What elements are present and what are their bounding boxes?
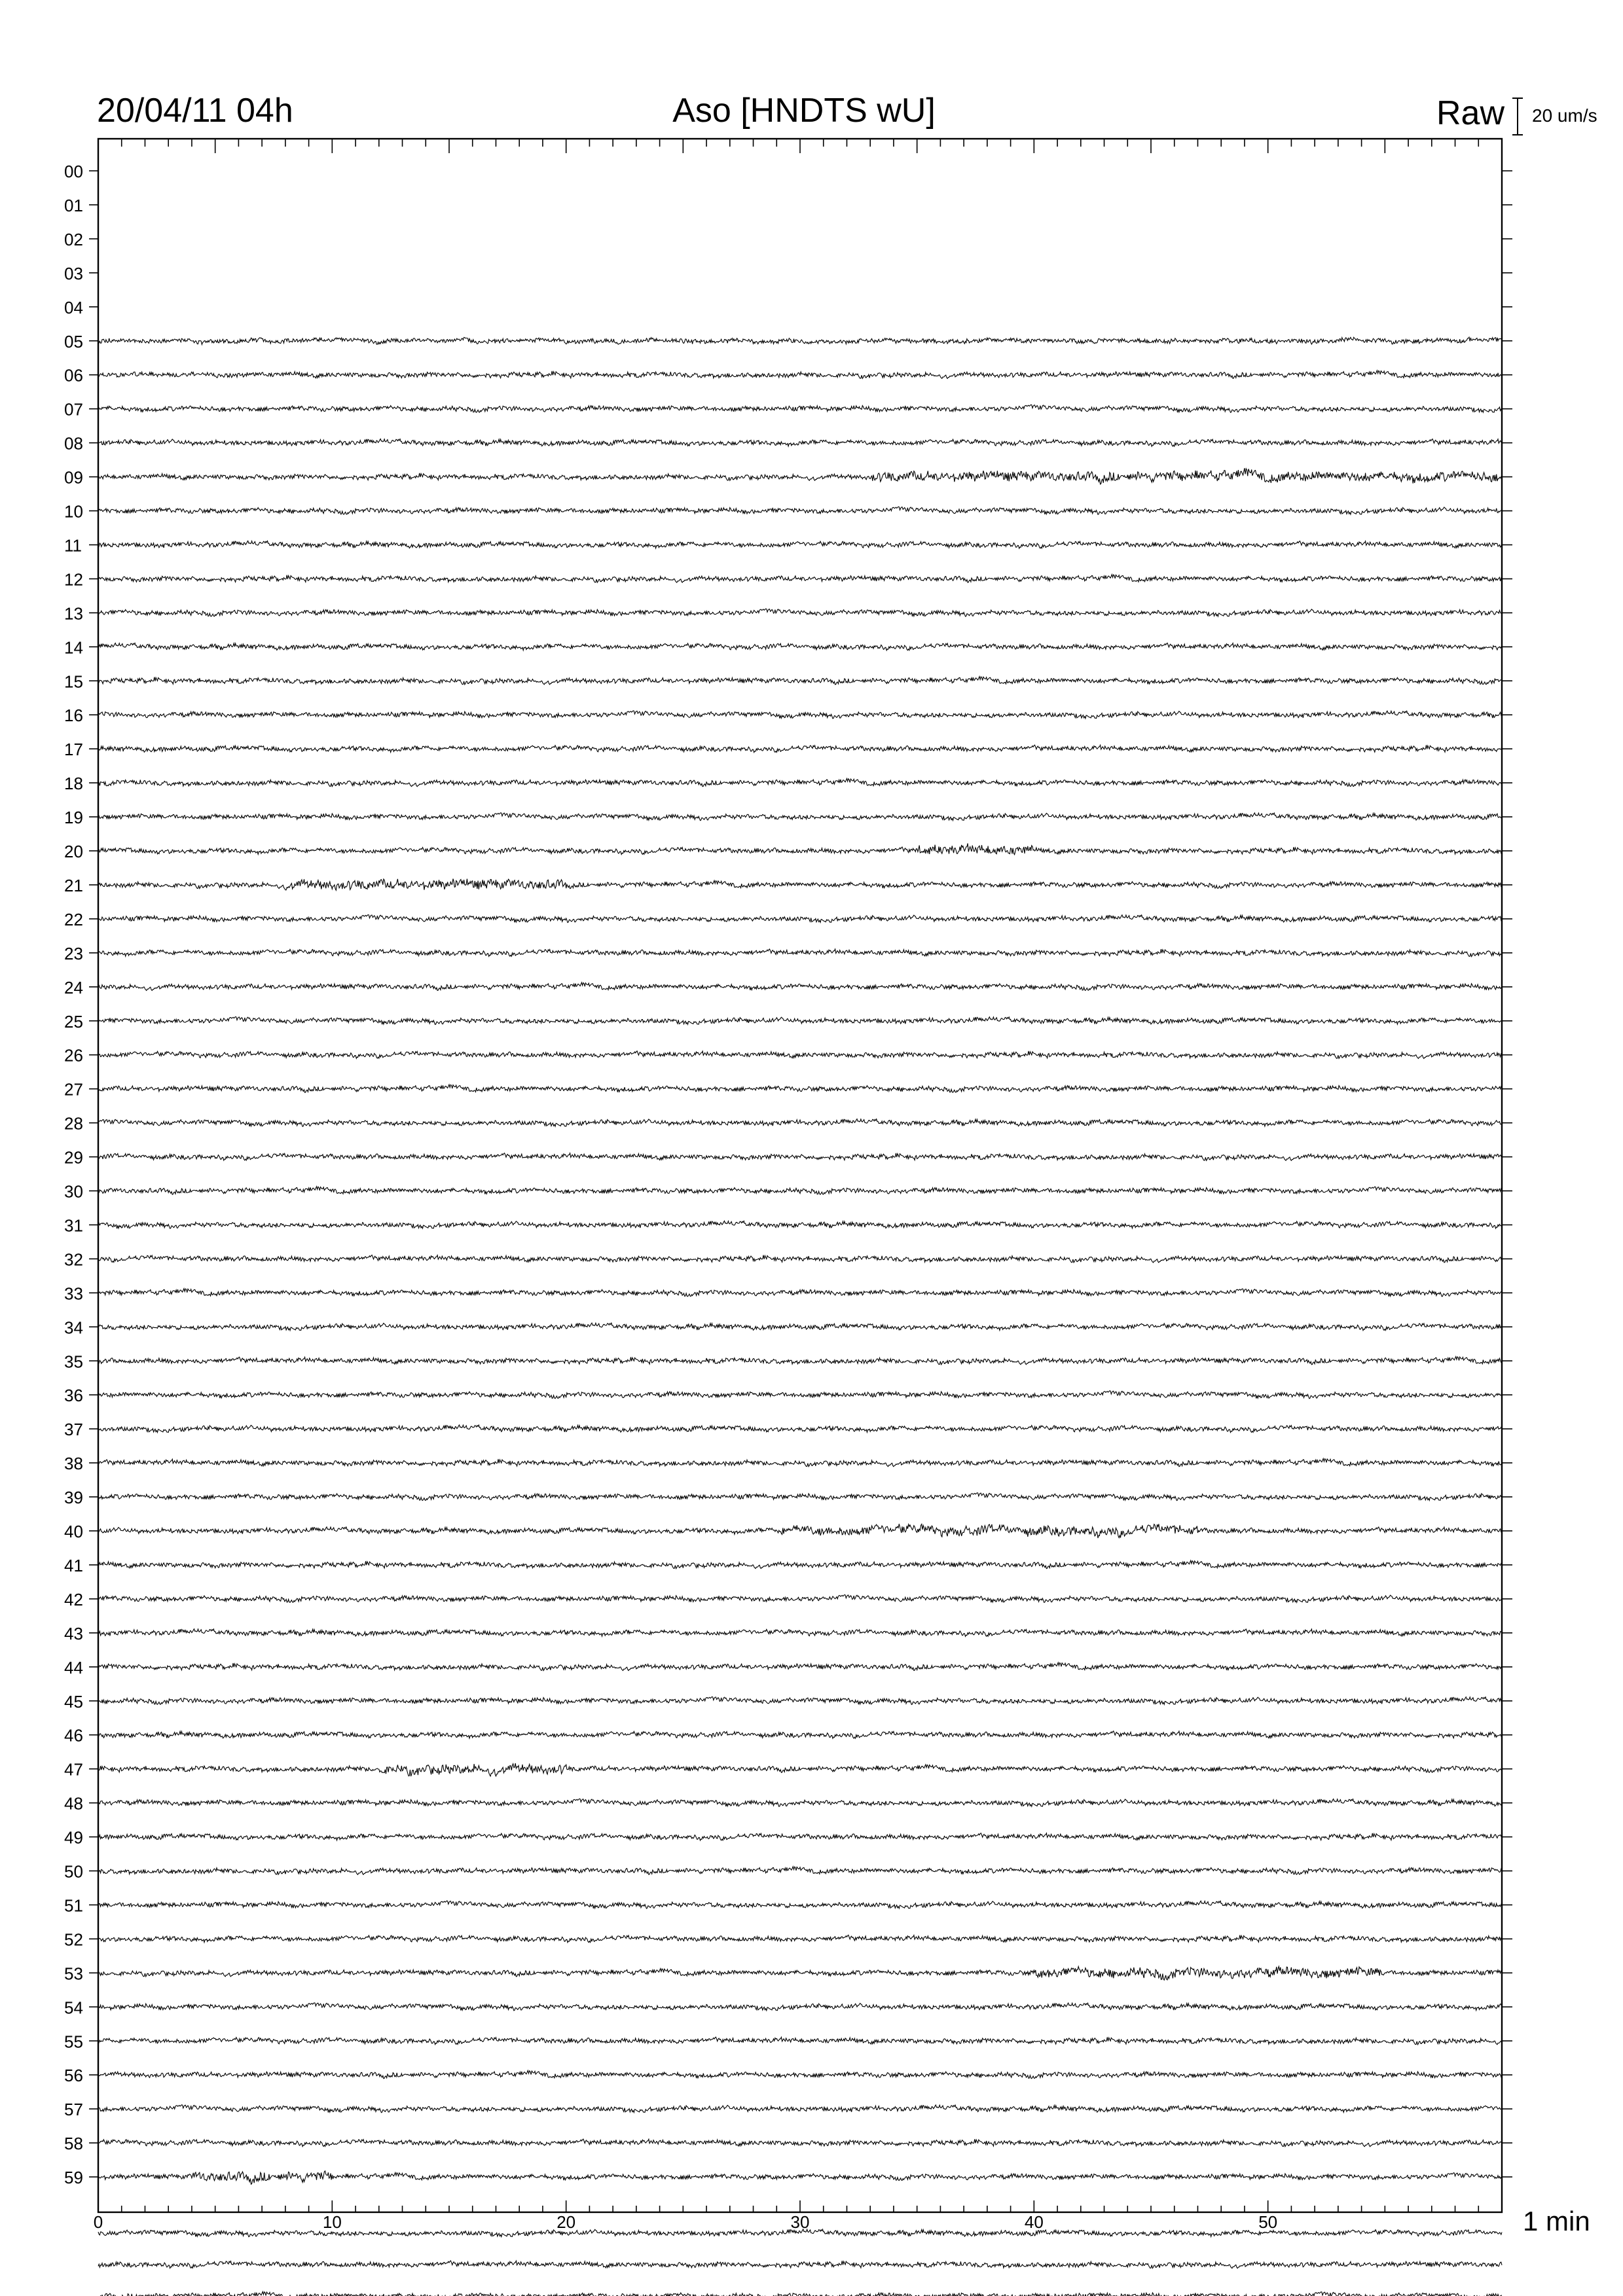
trace-row-13 [98, 609, 1502, 617]
trace-row-44 [98, 1662, 1502, 1670]
trace-row-36 [98, 1391, 1502, 1399]
row-label: 35 [64, 1352, 83, 1372]
scale-label: 20 um/s [1532, 105, 1597, 126]
row-label: 57 [64, 2100, 83, 2120]
row-label: 38 [64, 1454, 83, 1474]
row-label: 46 [64, 1725, 83, 1746]
x-tick-label: 20 [556, 2212, 576, 2232]
trace-row-41 [98, 1560, 1502, 1568]
trace-row-27 [98, 1085, 1502, 1092]
trace-row-14 [98, 643, 1502, 650]
trace-row-33 [98, 1289, 1502, 1297]
mode-label: Raw [1436, 94, 1504, 132]
trace-row-35 [98, 1357, 1502, 1365]
row-label: 41 [64, 1555, 83, 1575]
trace-row-11 [98, 541, 1502, 548]
row-label: 45 [64, 1691, 83, 1712]
row-label: 10 [64, 501, 83, 522]
trace-row-46 [98, 1731, 1502, 1738]
trace-row-39 [98, 1493, 1502, 1501]
row-label: 13 [64, 603, 83, 624]
trace-row-53 [98, 1966, 1502, 1980]
row-label: 54 [64, 1998, 83, 2018]
row-label: 52 [64, 1929, 83, 1950]
row-label: 56 [64, 2066, 83, 2086]
trace-row-15 [98, 677, 1502, 685]
trace-row-09 [98, 468, 1502, 484]
right-row-ticks [1502, 171, 1512, 2177]
trace-row-24 [98, 982, 1502, 990]
trace-row-47 [98, 1763, 1502, 1776]
station-title: Aso [HNDTS wU] [672, 92, 936, 130]
row-label: 09 [64, 467, 83, 488]
trace-row-58 [98, 2139, 1502, 2147]
row-label: 17 [64, 740, 83, 760]
trace-row-48 [98, 1799, 1502, 1806]
row-labels [64, 162, 98, 2187]
row-label: 11 [64, 535, 82, 556]
trace-row-54 [98, 2003, 1502, 2011]
row-label: 34 [64, 1318, 83, 1338]
row-label: 22 [64, 909, 83, 929]
trace-row-57 [98, 2105, 1502, 2113]
trace-row-21 [98, 879, 1502, 891]
row-label: 44 [64, 1657, 83, 1677]
trace-row-12 [98, 575, 1502, 583]
seismic-traces [98, 337, 1502, 2296]
trace-row-08 [98, 439, 1502, 447]
trace-row-55 [98, 2037, 1502, 2045]
trace-row-17 [98, 745, 1502, 752]
row-label: 37 [64, 1420, 83, 1440]
row-label: 30 [64, 1181, 83, 1202]
trace-row-49 [98, 1833, 1502, 1840]
trace-row-37 [98, 1425, 1502, 1433]
row-label: 01 [64, 195, 83, 215]
row-label: 25 [64, 1011, 83, 1031]
row-label: 49 [64, 1827, 83, 1848]
trace-row-25 [98, 1017, 1502, 1025]
row-label: 36 [64, 1386, 83, 1406]
trace-row-56 [98, 2071, 1502, 2079]
row-label: 03 [64, 263, 83, 283]
row-label: 00 [64, 162, 83, 181]
row-label: 29 [64, 1147, 83, 1168]
row-label: 24 [64, 977, 83, 997]
trace-row-22 [98, 915, 1502, 923]
spill-trace [98, 2291, 1502, 2296]
trace-row-45 [98, 1697, 1502, 1705]
row-label: 53 [64, 1964, 83, 1984]
row-label: 19 [64, 808, 83, 828]
trace-row-30 [98, 1187, 1502, 1194]
row-label: 27 [64, 1079, 83, 1100]
trace-row-29 [98, 1153, 1502, 1161]
trace-row-26 [98, 1051, 1502, 1059]
row-label: 48 [64, 1793, 83, 1814]
trace-row-06 [98, 370, 1502, 378]
x-tick-label: 30 [790, 2212, 810, 2232]
trace-row-42 [98, 1595, 1502, 1603]
row-label: 06 [64, 365, 83, 386]
scale-bar [1512, 98, 1523, 135]
row-label: 14 [64, 637, 83, 658]
trace-row-59 [98, 2171, 1502, 2184]
row-label: 42 [64, 1589, 83, 1609]
trace-row-51 [98, 1901, 1502, 1909]
trace-row-23 [98, 949, 1502, 957]
trace-row-20 [98, 844, 1502, 855]
trace-row-52 [98, 1935, 1502, 1943]
row-label: 59 [64, 2168, 83, 2188]
top-minute-ticks [98, 139, 1502, 153]
trace-row-05 [98, 337, 1502, 344]
row-label: 04 [64, 297, 83, 317]
row-label: 07 [64, 399, 83, 420]
trace-row-43 [98, 1629, 1502, 1637]
trace-row-38 [98, 1458, 1502, 1466]
trace-row-34 [98, 1323, 1502, 1331]
row-label: 32 [64, 1249, 83, 1270]
row-label: 21 [64, 875, 83, 895]
row-label: 16 [64, 706, 83, 726]
row-label: 08 [64, 433, 83, 454]
plot-frame [98, 139, 1502, 2212]
row-label: 51 [64, 1895, 83, 1916]
row-label: 50 [64, 1861, 83, 1882]
trace-row-19 [98, 813, 1502, 821]
row-label: 20 [64, 842, 83, 861]
row-label: 15 [64, 672, 83, 692]
x-axis [94, 2200, 1502, 2232]
trace-row-40 [98, 1524, 1502, 1538]
row-label: 18 [64, 774, 83, 794]
trace-row-31 [98, 1221, 1502, 1229]
row-label: 33 [64, 1283, 83, 1304]
x-tick-label: 40 [1024, 2212, 1044, 2232]
x-tick-label: 0 [93, 2212, 103, 2232]
row-label: 26 [64, 1045, 83, 1066]
row-label: 39 [64, 1488, 83, 1508]
x-tick-label: 50 [1258, 2212, 1278, 2232]
row-label: 40 [64, 1522, 83, 1541]
row-label: 23 [64, 943, 83, 963]
row-label: 05 [64, 331, 83, 351]
row-label: 31 [64, 1215, 83, 1236]
x-tick-label: 10 [322, 2212, 342, 2232]
row-label: 55 [64, 2032, 83, 2052]
trace-row-16 [98, 711, 1502, 719]
row-label: 02 [64, 229, 83, 249]
trace-row-28 [98, 1119, 1502, 1127]
trace-row-32 [98, 1255, 1502, 1263]
row-label: 43 [64, 1623, 83, 1643]
trace-row-18 [98, 778, 1502, 786]
trace-row-50 [98, 1867, 1502, 1874]
date-hour-label: 20/04/11 04h [97, 92, 293, 130]
trace-row-10 [98, 507, 1502, 514]
row-label: 47 [64, 1759, 83, 1780]
row-label: 58 [64, 2134, 83, 2154]
row-label: 12 [64, 569, 83, 590]
time-unit-label: 1 min [1523, 2206, 1590, 2236]
row-label: 28 [64, 1113, 83, 1134]
spill-trace [98, 2261, 1502, 2269]
trace-row-07 [98, 404, 1502, 412]
